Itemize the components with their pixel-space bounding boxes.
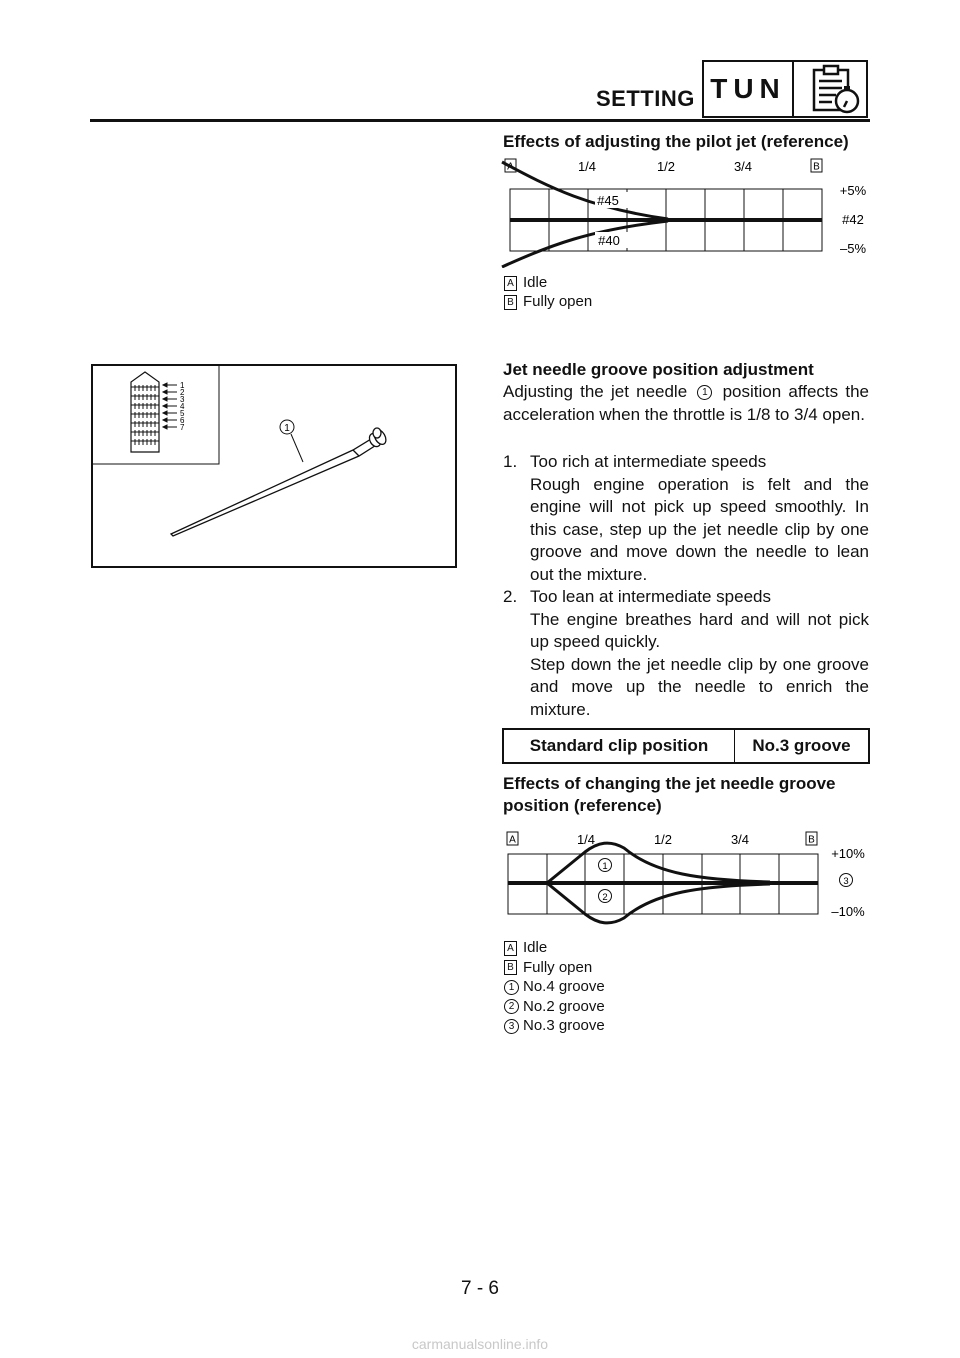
groove-label-a: A bbox=[509, 834, 516, 846]
groove-number-4: 4 bbox=[180, 402, 185, 411]
pilot-tick-3: 3/4 bbox=[733, 159, 753, 174]
groove-legend-3 bbox=[504, 1016, 605, 1036]
groove-legend-text-no3: No.3 groove bbox=[523, 1017, 605, 1034]
clipboard-stopwatch-icon bbox=[804, 64, 862, 116]
jet-needle-figure bbox=[91, 364, 457, 568]
groove-legend-b bbox=[504, 958, 592, 978]
groove-chart-heading-line1: Effects of changing the jet needle groove bbox=[503, 774, 836, 793]
groove-curve-no2 bbox=[547, 883, 770, 923]
item-2-num: 2. bbox=[503, 587, 518, 606]
pilot-jet-heading: Effects of adjusting the pilot jet (reference) bbox=[503, 132, 849, 151]
groove-legend-text-idle: Idle bbox=[523, 939, 548, 956]
groove-tick-3: 3/4 bbox=[730, 832, 750, 847]
groove-legend-marker-3: 3 bbox=[504, 1019, 519, 1034]
groove-tick-1: 1/4 bbox=[576, 832, 596, 847]
needle-callout-number: 1 bbox=[284, 423, 290, 434]
header-rule bbox=[90, 119, 870, 122]
groove-legend-marker-1: 1 bbox=[504, 980, 519, 995]
item-1-heading: Too rich at intermediate speeds bbox=[530, 452, 767, 471]
pilot-label-b: B bbox=[813, 161, 820, 173]
section-title: SETTING bbox=[596, 86, 695, 111]
jet-needle-intro bbox=[503, 381, 869, 426]
groove-number-5: 5 bbox=[180, 409, 185, 418]
pilot-tick-1: 1/4 bbox=[577, 159, 597, 174]
groove-number-6: 6 bbox=[180, 416, 185, 425]
pilot-curve-label-40: #40 bbox=[598, 233, 620, 248]
groove-marker-2: 2 bbox=[602, 892, 608, 903]
groove-marker-1: 1 bbox=[602, 861, 608, 872]
pilot-legend-a bbox=[504, 273, 547, 293]
groove-number-1: 1 bbox=[180, 381, 185, 390]
groove-curve-no4 bbox=[547, 843, 770, 883]
groove-legend-2 bbox=[504, 997, 605, 1017]
item-1-body: Rough engine operation is felt and the engine will not pick up speed smoothly. In this case, step up the jet needle clip by one groove and move down the needle to lean out the mixture. bbox=[530, 474, 869, 584]
intro-text-before: Adjusting the jet needle bbox=[503, 382, 688, 401]
standard-clip-label: Standard clip position bbox=[504, 730, 735, 762]
groove-label-b: B bbox=[808, 834, 815, 846]
page-number: 7 - 6 bbox=[460, 1278, 500, 1299]
pilot-label-a: A bbox=[507, 161, 514, 173]
groove-legend-text-no4: No.4 groove bbox=[523, 978, 605, 995]
item-2-body: The engine breathes hard and will not pick up speed quickly. bbox=[530, 609, 869, 651]
legend-text-idle: Idle bbox=[523, 274, 548, 291]
groove-chart-heading-line2: position (reference) bbox=[503, 796, 662, 815]
groove-legend-a bbox=[504, 938, 547, 958]
pilot-right-minus: –5% bbox=[839, 241, 867, 256]
groove-legend-text-fully-open: Fully open bbox=[523, 958, 593, 976]
pilot-jet-chart bbox=[480, 150, 880, 268]
groove-legend-marker-b: B bbox=[504, 960, 517, 975]
groove-number-7: 7 bbox=[180, 423, 185, 432]
item-2-heading: Too lean at intermediate speeds bbox=[530, 587, 771, 606]
legend-text-fully-open: Fully open bbox=[523, 293, 593, 310]
item-2-body-2: Step down the jet needle clip by one groove and move up the needle to enrich the mixture. bbox=[530, 654, 869, 719]
groove-legend-1 bbox=[504, 977, 605, 997]
groove-right-minus: –10% bbox=[831, 904, 865, 919]
intro-text-after: position affects the acceleration when the throttle is 1/8 to 3/4 open. bbox=[503, 382, 869, 424]
groove-tick-2: 1/2 bbox=[653, 832, 673, 847]
legend-marker-a: A bbox=[504, 276, 517, 291]
pilot-tick-2: 1/2 bbox=[656, 159, 676, 174]
groove-number-3: 3 bbox=[180, 395, 185, 404]
pilot-right-plus: +5% bbox=[839, 183, 867, 198]
groove-legend-marker-2: 2 bbox=[504, 999, 519, 1014]
pilot-curve-label-45: #45 bbox=[597, 193, 619, 208]
groove-number-2: 2 bbox=[180, 388, 185, 397]
watermark: carmanualsonline.info bbox=[411, 1336, 549, 1352]
groove-chart bbox=[480, 822, 880, 934]
standard-clip-table bbox=[502, 728, 870, 764]
section-code: TUN bbox=[704, 62, 794, 116]
groove-legend-marker-a: A bbox=[504, 941, 517, 956]
pilot-right-mid: #42 bbox=[842, 212, 864, 227]
item-1-num: 1. bbox=[503, 452, 518, 471]
pilot-curve-40 bbox=[502, 221, 668, 267]
pilot-legend-b bbox=[504, 292, 592, 312]
jet-needle-heading: Jet needle groove position adjustment bbox=[503, 360, 814, 379]
groove-right-plus: +10% bbox=[831, 846, 865, 861]
groove-right-marker-3: 3 bbox=[843, 876, 849, 887]
intro-marker-1: 1 bbox=[697, 385, 712, 400]
groove-legend-text-no2: No.2 groove bbox=[523, 997, 605, 1015]
standard-clip-value: No.3 groove bbox=[752, 736, 851, 755]
legend-marker-b: B bbox=[504, 295, 517, 310]
